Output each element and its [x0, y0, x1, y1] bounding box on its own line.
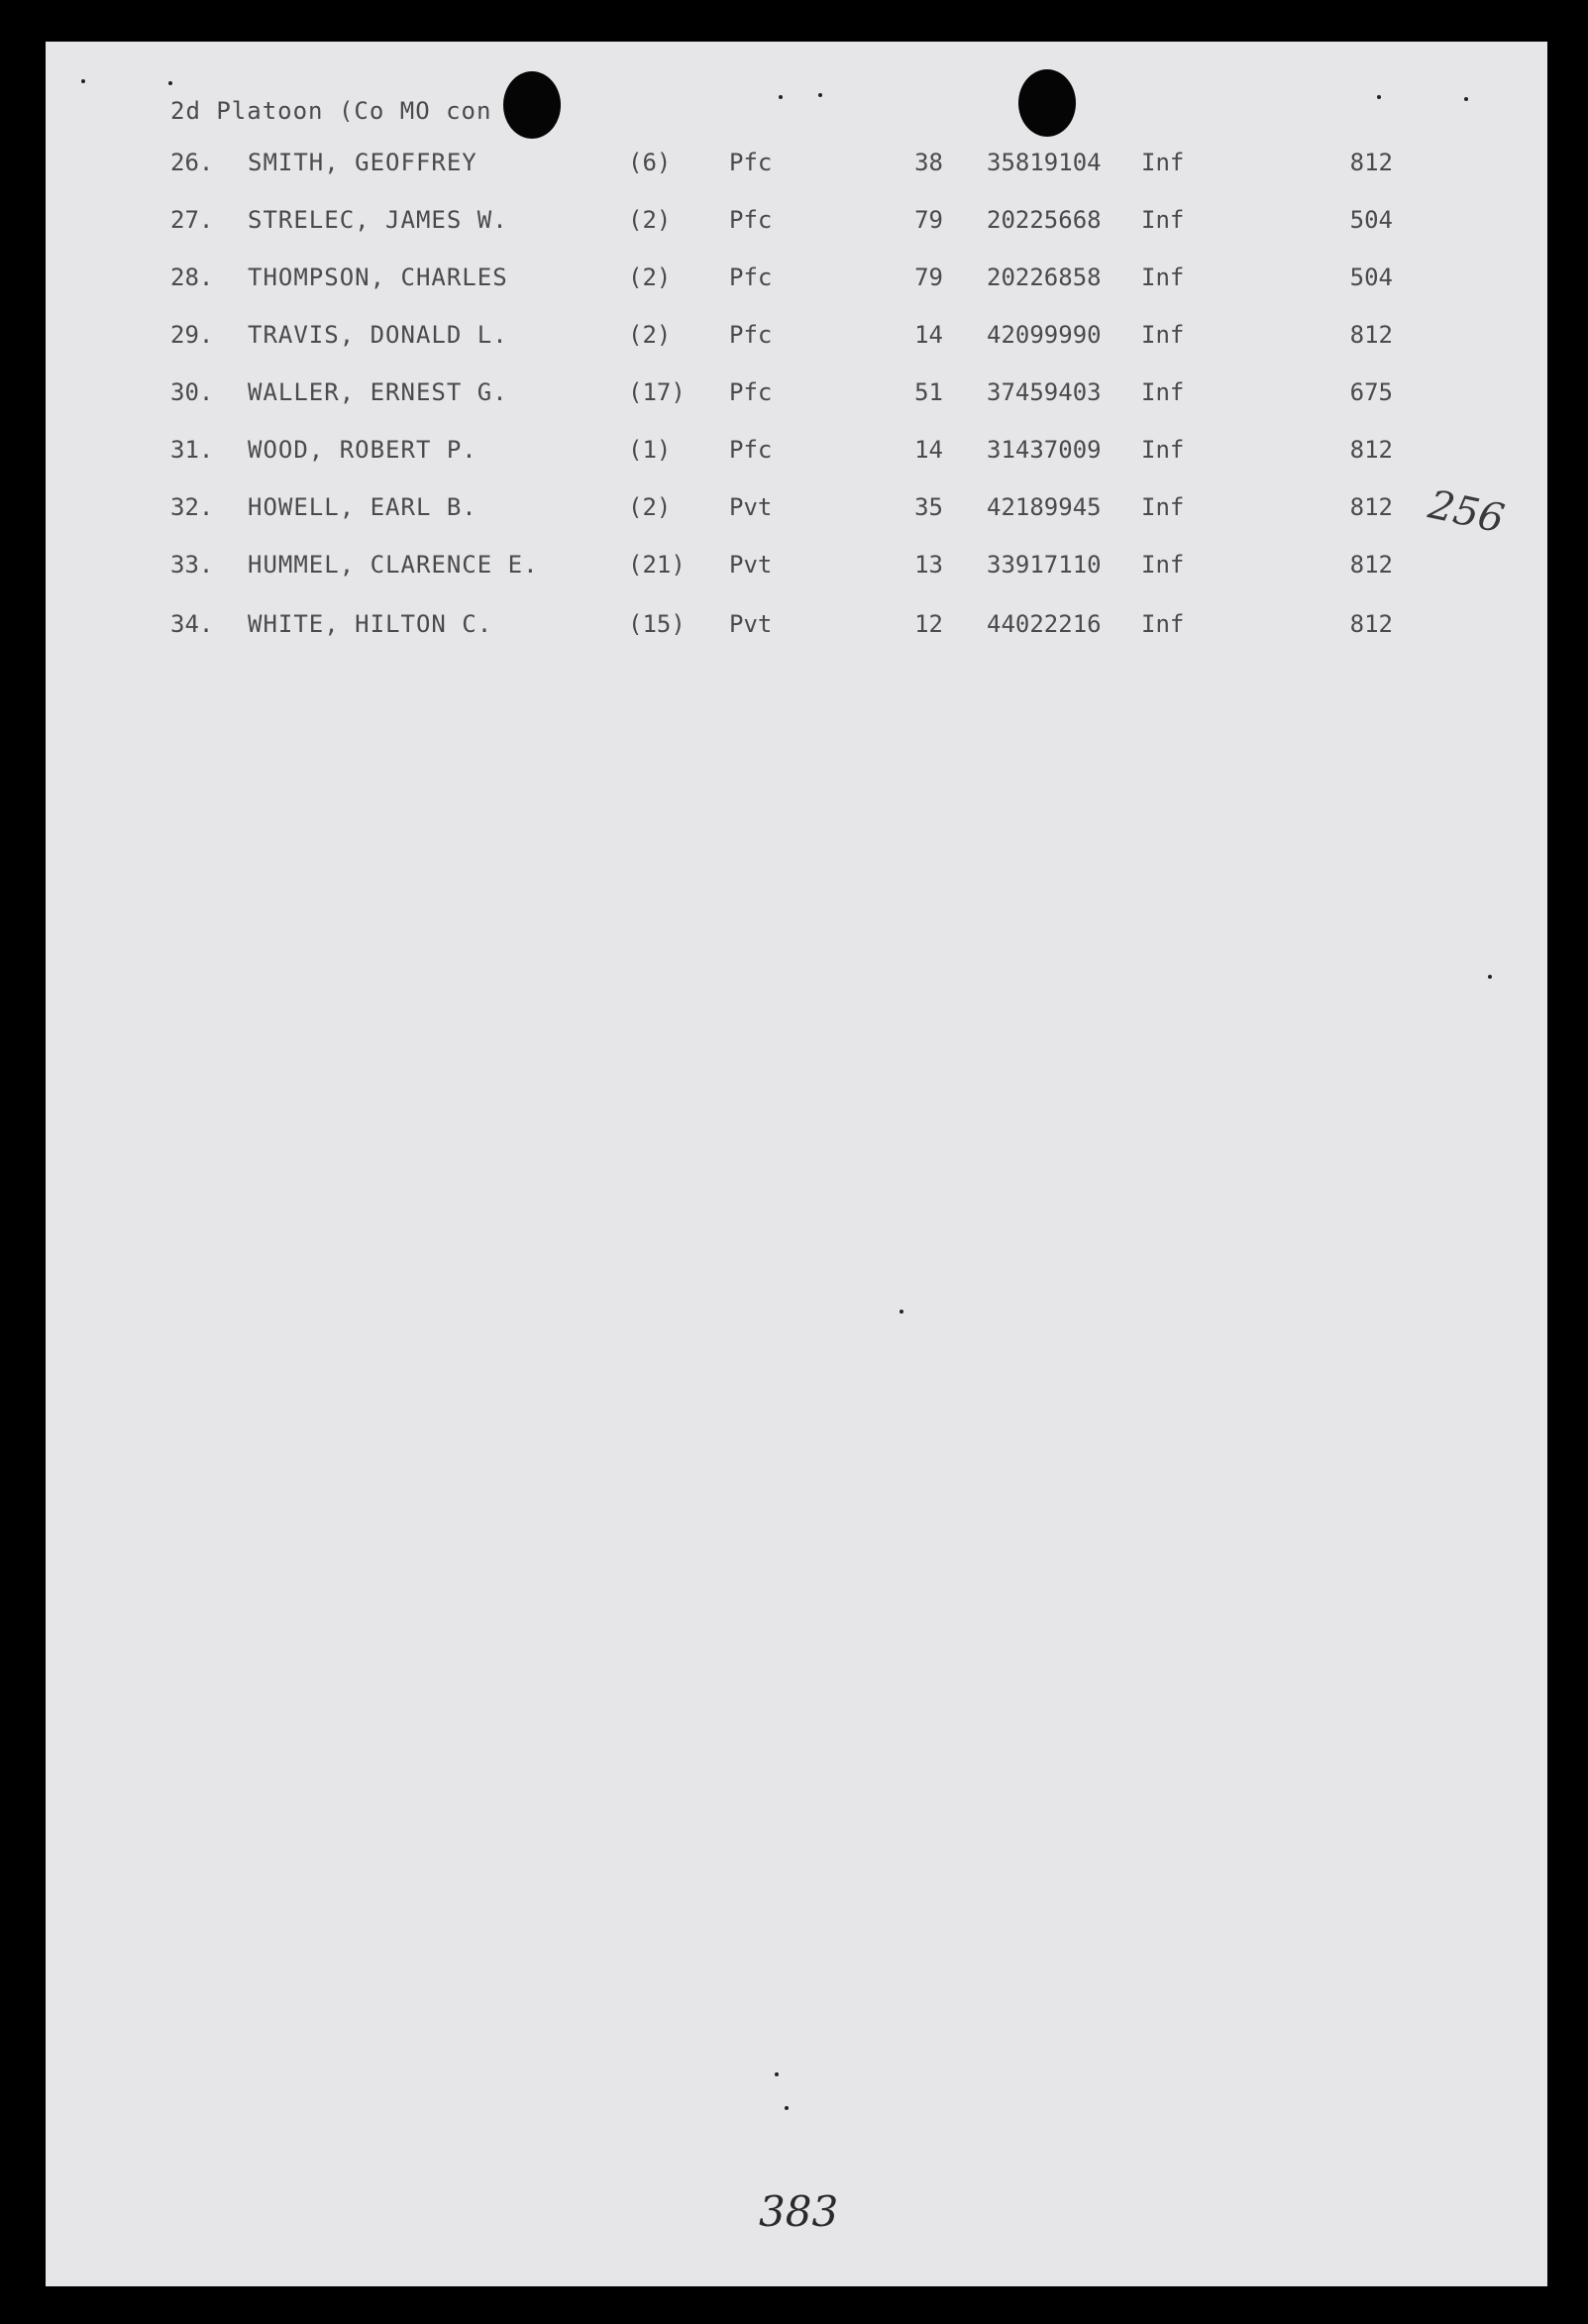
ink-speck [1464, 97, 1468, 101]
soldier-name: HOWELL, EARL B. [248, 493, 477, 521]
team-number: (1) [628, 436, 672, 464]
serial-number: 31437009 [987, 436, 1102, 464]
soldier-name: THOMPSON, CHARLES [248, 264, 508, 291]
specialty-code: 812 [1349, 493, 1393, 521]
ink-speck [168, 81, 172, 85]
platoon-header: 2d Platoon (Co MO con [170, 97, 492, 125]
row-number: 34. [170, 610, 214, 638]
roster-row [46, 206, 1547, 246]
arm-of-service: Inf [1141, 551, 1185, 579]
ink-speck [1488, 975, 1492, 979]
document-page [46, 42, 1547, 2286]
row-number: 33. [170, 551, 214, 579]
serial-number: 42099990 [987, 321, 1102, 349]
serial-number: 44022216 [987, 610, 1102, 638]
roster-row [46, 378, 1547, 418]
team-number: (6) [628, 149, 672, 176]
row-number: 31. [170, 436, 214, 464]
specialty-code: 504 [1349, 264, 1393, 291]
row-number: 28. [170, 264, 214, 291]
specialty-code: 812 [1349, 321, 1393, 349]
mos-code: 51 [914, 378, 943, 406]
handwritten-margin-number: 256 [1425, 481, 1509, 543]
arm-of-service: Inf [1141, 378, 1185, 406]
row-number: 30. [170, 378, 214, 406]
mos-code: 38 [914, 149, 943, 176]
roster-row [46, 149, 1547, 188]
team-number: (2) [628, 321, 672, 349]
serial-number: 33917110 [987, 551, 1102, 579]
roster-row [46, 436, 1547, 475]
row-number: 29. [170, 321, 214, 349]
row-number: 27. [170, 206, 214, 234]
mos-code: 12 [914, 610, 943, 638]
serial-number: 20226858 [987, 264, 1102, 291]
ink-speck [775, 2072, 779, 2076]
grade: Pvt [729, 493, 773, 521]
grade: Pfc [729, 149, 773, 176]
soldier-name: SMITH, GEOFFREY [248, 149, 477, 176]
grade: Pvt [729, 610, 773, 638]
ink-speck [900, 1310, 903, 1314]
grade: Pvt [729, 551, 773, 579]
mos-code: 14 [914, 321, 943, 349]
row-number: 26. [170, 149, 214, 176]
ink-speck [1377, 95, 1381, 99]
soldier-name: STRELEC, JAMES W. [248, 206, 508, 234]
team-number: (17) [628, 378, 686, 406]
arm-of-service: Inf [1141, 321, 1185, 349]
mos-code: 14 [914, 436, 943, 464]
ink-speck [785, 2106, 789, 2110]
mos-code: 79 [914, 264, 943, 291]
serial-number: 20225668 [987, 206, 1102, 234]
serial-number: 42189945 [987, 493, 1102, 521]
punch-hole-right [1018, 69, 1076, 137]
soldier-name: HUMMEL, CLARENCE E. [248, 551, 539, 579]
arm-of-service: Inf [1141, 493, 1185, 521]
ink-speck [81, 79, 85, 83]
roster-row [46, 610, 1547, 650]
team-number: (2) [628, 493, 672, 521]
soldier-name: TRAVIS, DONALD L. [248, 321, 508, 349]
specialty-code: 812 [1349, 436, 1393, 464]
handwritten-page-number: 383 [759, 2187, 839, 2236]
arm-of-service: Inf [1141, 149, 1185, 176]
mos-code: 35 [914, 493, 943, 521]
grade: Pfc [729, 436, 773, 464]
specialty-code: 812 [1349, 610, 1393, 638]
specialty-code: 812 [1349, 149, 1393, 176]
arm-of-service: Inf [1141, 436, 1185, 464]
soldier-name: WHITE, HILTON C. [248, 610, 493, 638]
team-number: (21) [628, 551, 686, 579]
mos-code: 13 [914, 551, 943, 579]
roster-row [46, 493, 1547, 533]
team-number: (2) [628, 264, 672, 291]
grade: Pfc [729, 206, 773, 234]
arm-of-service: Inf [1141, 264, 1185, 291]
ink-speck [779, 95, 783, 99]
arm-of-service: Inf [1141, 610, 1185, 638]
mos-code: 79 [914, 206, 943, 234]
punch-hole-left [503, 71, 561, 139]
grade: Pfc [729, 264, 773, 291]
soldier-name: WALLER, ERNEST G. [248, 378, 508, 406]
serial-number: 35819104 [987, 149, 1102, 176]
team-number: (15) [628, 610, 686, 638]
specialty-code: 812 [1349, 551, 1393, 579]
roster-row [46, 551, 1547, 590]
arm-of-service: Inf [1141, 206, 1185, 234]
soldier-name: WOOD, ROBERT P. [248, 436, 477, 464]
grade: Pfc [729, 321, 773, 349]
specialty-code: 504 [1349, 206, 1393, 234]
roster-row [46, 264, 1547, 303]
team-number: (2) [628, 206, 672, 234]
specialty-code: 675 [1349, 378, 1393, 406]
roster-row [46, 321, 1547, 361]
serial-number: 37459403 [987, 378, 1102, 406]
row-number: 32. [170, 493, 214, 521]
ink-speck [818, 93, 822, 97]
grade: Pfc [729, 378, 773, 406]
